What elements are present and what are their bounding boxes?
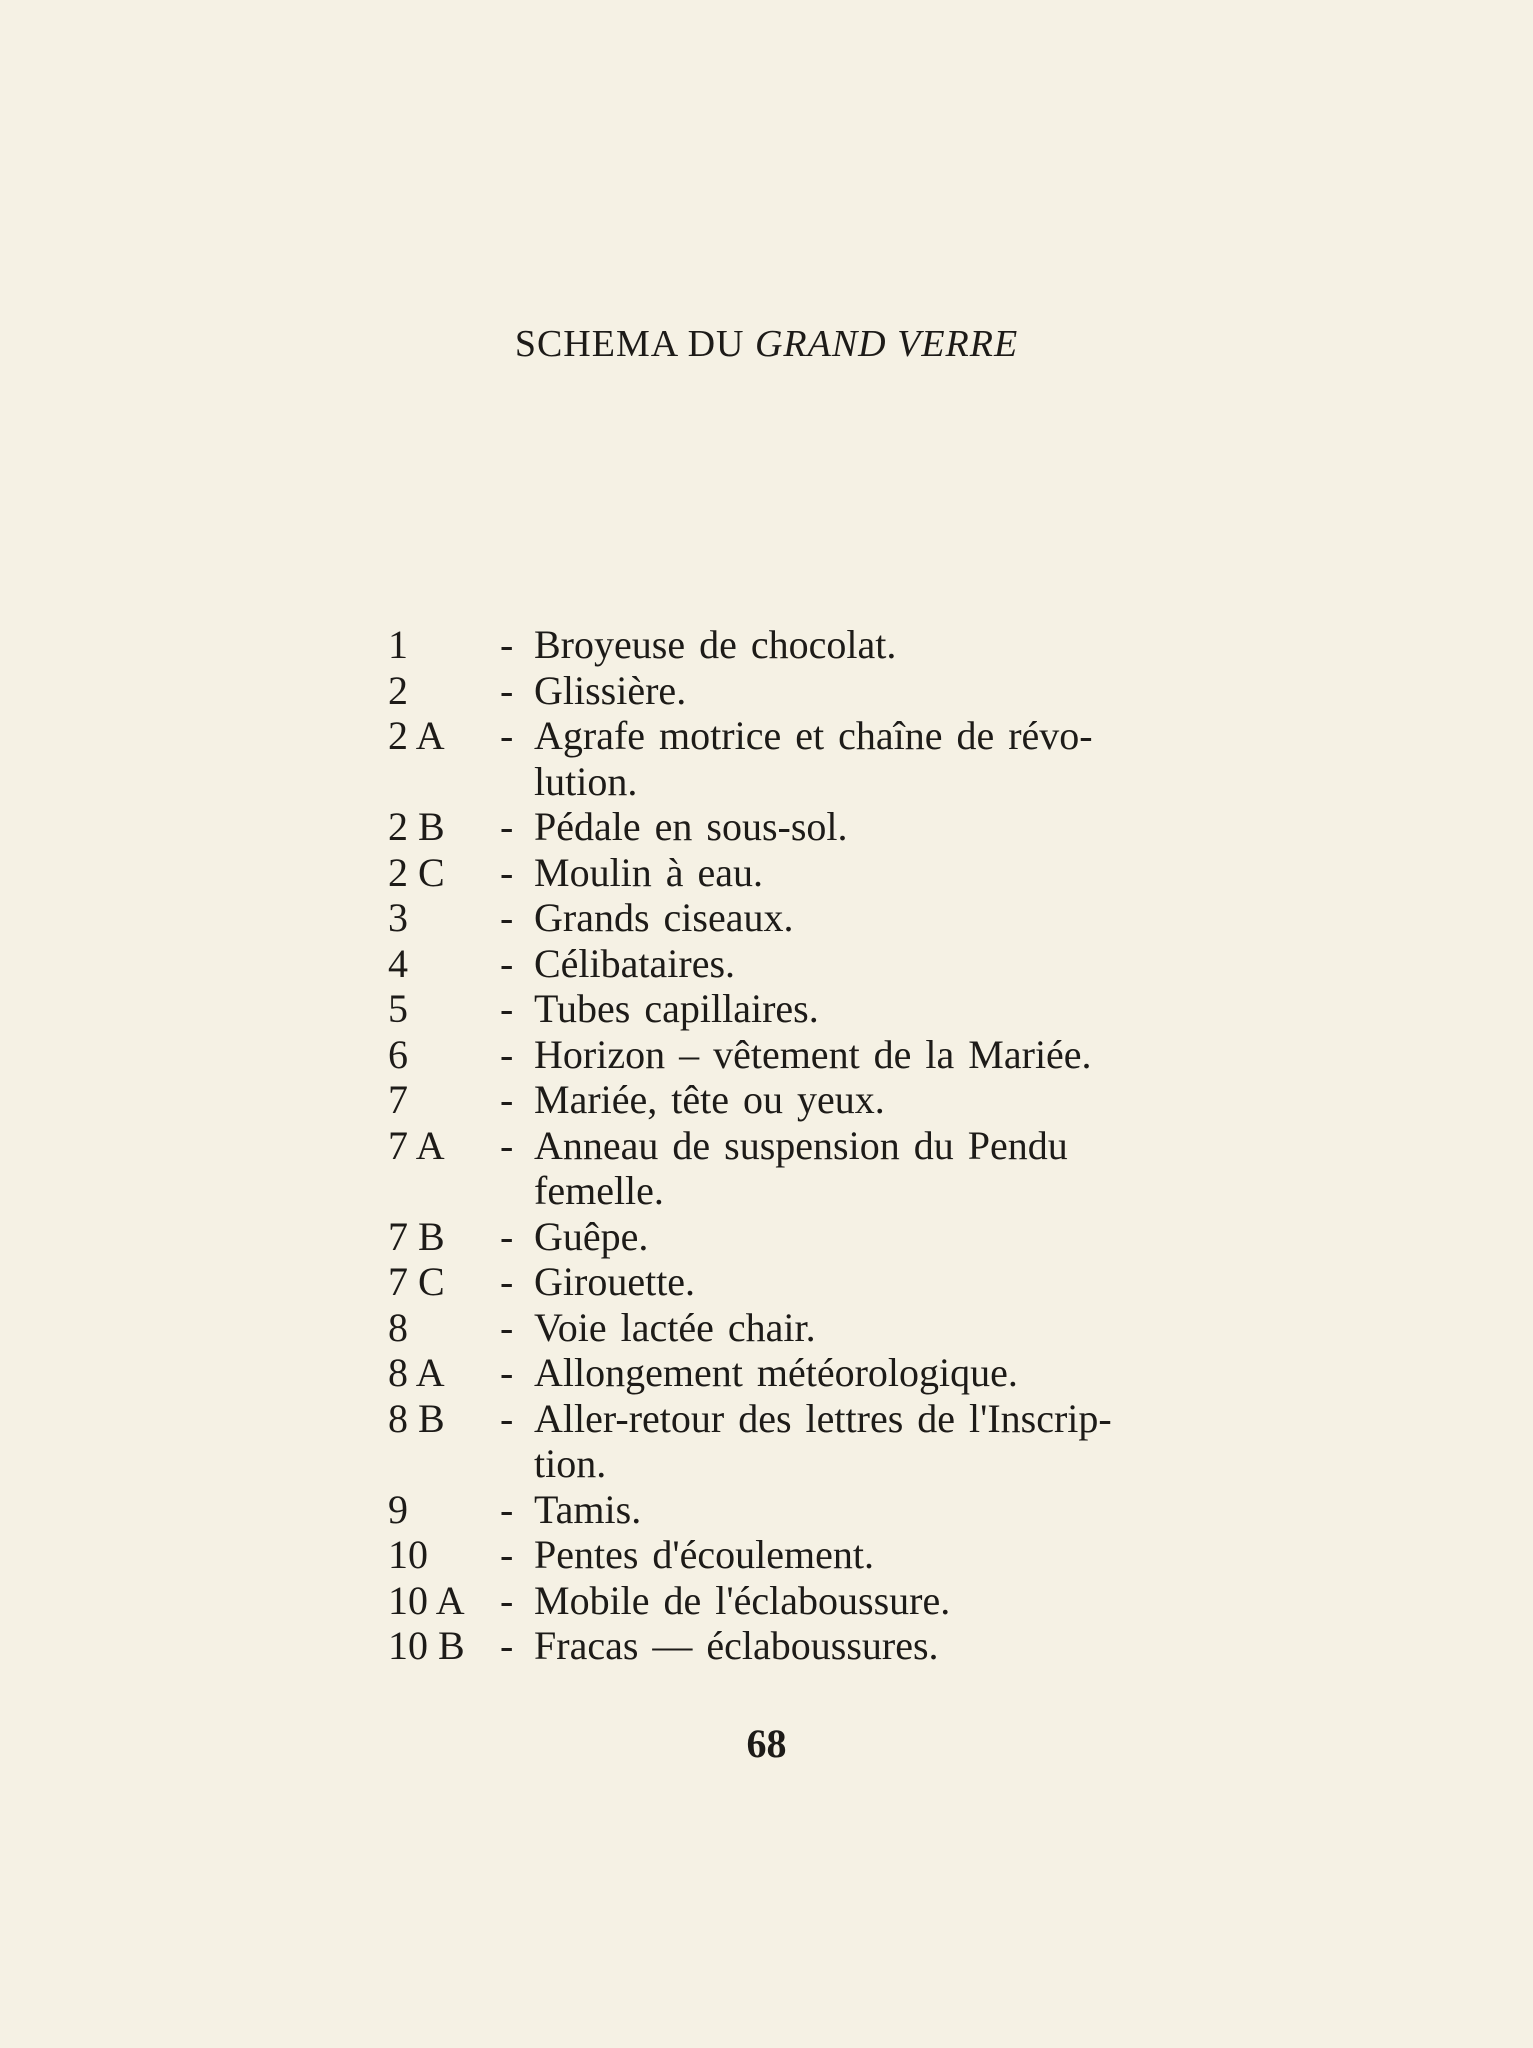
legend-entry bbox=[388, 895, 1228, 941]
entry-dash: - bbox=[500, 1623, 514, 1668]
entry-number: 10 bbox=[388, 1532, 428, 1577]
entry-dash: - bbox=[500, 1486, 514, 1532]
legend-entry bbox=[388, 1396, 1228, 1442]
entry-number: 7 bbox=[388, 1077, 408, 1122]
entry-number: 8 bbox=[388, 1304, 408, 1350]
entry-number: 7 A bbox=[388, 1122, 445, 1168]
legend-entry-continuation bbox=[388, 1168, 1228, 1214]
legend-entry bbox=[388, 1077, 1228, 1123]
entry-text: Horizon – vêtement de la Mariée. bbox=[534, 1031, 1092, 1077]
entry-dash: - bbox=[500, 1031, 514, 1077]
page-number: 68 bbox=[746, 1721, 787, 1766]
legend-entry-continuation bbox=[388, 759, 1228, 805]
entry-number: 2 A bbox=[388, 713, 445, 758]
entry-text: Allongement météorologique. bbox=[534, 1350, 1018, 1395]
legend-entry bbox=[388, 1305, 1228, 1351]
legend-entry bbox=[388, 1123, 1228, 1169]
entry-number: 6 bbox=[388, 1031, 408, 1077]
legend-entry bbox=[388, 622, 1228, 668]
entry-text: Voie lactée chair. bbox=[534, 1304, 816, 1350]
entry-dash: - bbox=[500, 1122, 514, 1168]
title-prefix: SCHEMA DU bbox=[514, 323, 745, 365]
entry-text: Tubes capillaires. bbox=[534, 986, 819, 1031]
entry-text: Broyeuse de chocolat. bbox=[534, 622, 897, 667]
legend-entry bbox=[388, 986, 1228, 1032]
entry-text: Moulin à eau. bbox=[534, 849, 764, 895]
entry-number: 5 bbox=[388, 986, 408, 1031]
entry-dash: - bbox=[500, 804, 514, 849]
entry-dash: - bbox=[500, 940, 514, 986]
entry-text: Agrafe motrice et chaîne de révo- bbox=[534, 713, 1093, 758]
legend-entry bbox=[388, 1032, 1228, 1078]
entry-number: 2 C bbox=[388, 849, 445, 895]
legend-entry bbox=[388, 1214, 1228, 1260]
entry-text: Tamis. bbox=[534, 1486, 642, 1532]
entry-text: Grands ciseaux. bbox=[534, 895, 794, 940]
legend-list bbox=[388, 622, 1228, 1669]
entry-text: Mariée, tête ou yeux. bbox=[534, 1077, 885, 1122]
legend-entry bbox=[388, 1623, 1228, 1669]
entry-dash: - bbox=[500, 1304, 514, 1350]
entry-text: Pentes d'écoulement. bbox=[534, 1532, 874, 1577]
legend-entry bbox=[388, 1578, 1228, 1624]
entry-number: 2 bbox=[388, 667, 408, 713]
page-title bbox=[0, 322, 1533, 366]
entry-text: Aller-retour des lettres de l'Inscrip- bbox=[534, 1395, 1112, 1441]
legend-entry-continuation bbox=[388, 1441, 1228, 1487]
entry-dash: - bbox=[500, 849, 514, 895]
entry-text: Mobile de l'éclaboussure. bbox=[534, 1577, 951, 1623]
entry-dash: - bbox=[500, 1532, 514, 1577]
entry-dash: - bbox=[500, 1395, 514, 1441]
entry-dash: - bbox=[500, 1577, 514, 1623]
entry-dash: - bbox=[500, 1213, 514, 1259]
entry-dash: - bbox=[500, 667, 514, 713]
entry-number: 2 B bbox=[388, 804, 445, 849]
entry-dash: - bbox=[500, 713, 514, 758]
entry-text-continuation: tion. bbox=[534, 1441, 607, 1486]
entry-dash: - bbox=[500, 1077, 514, 1122]
entry-text: Glissière. bbox=[534, 667, 687, 713]
entry-dash: - bbox=[500, 622, 514, 667]
entry-text: Fracas — éclaboussures. bbox=[534, 1623, 939, 1668]
legend-entry bbox=[388, 1487, 1228, 1533]
legend-entry bbox=[388, 804, 1228, 850]
entry-number: 3 bbox=[388, 895, 408, 940]
entry-text: Guêpe. bbox=[534, 1213, 649, 1259]
entry-dash: - bbox=[500, 895, 514, 940]
legend-entry bbox=[388, 1259, 1228, 1305]
entry-dash: - bbox=[500, 986, 514, 1031]
entry-number: 1 bbox=[388, 622, 408, 667]
entry-text: Anneau de suspension du Pendu bbox=[534, 1122, 1068, 1168]
entry-text: Pédale en sous-sol. bbox=[534, 804, 848, 849]
entry-number: 10 A bbox=[388, 1577, 465, 1623]
legend-entry bbox=[388, 668, 1228, 714]
legend-entry bbox=[388, 1532, 1228, 1578]
entry-number: 7 B bbox=[388, 1213, 445, 1259]
entry-text-continuation: femelle. bbox=[534, 1168, 664, 1213]
entry-text-continuation: lution. bbox=[534, 758, 638, 804]
entry-number: 8 B bbox=[388, 1395, 445, 1441]
entry-number: 8 A bbox=[388, 1350, 445, 1395]
title-italic: GRAND VERRE bbox=[754, 323, 1019, 365]
entry-number: 9 bbox=[388, 1486, 408, 1532]
legend-entry bbox=[388, 713, 1228, 759]
entry-number: 7 C bbox=[388, 1259, 445, 1304]
entry-dash: - bbox=[500, 1259, 514, 1304]
entry-dash: - bbox=[500, 1350, 514, 1395]
entry-number: 4 bbox=[388, 940, 408, 986]
entry-text: Célibataires. bbox=[534, 940, 736, 986]
legend-entry bbox=[388, 941, 1228, 987]
legend-entry bbox=[388, 850, 1228, 896]
entry-number: 10 B bbox=[388, 1623, 465, 1668]
entry-text: Girouette. bbox=[534, 1259, 696, 1304]
legend-entry bbox=[388, 1350, 1228, 1396]
